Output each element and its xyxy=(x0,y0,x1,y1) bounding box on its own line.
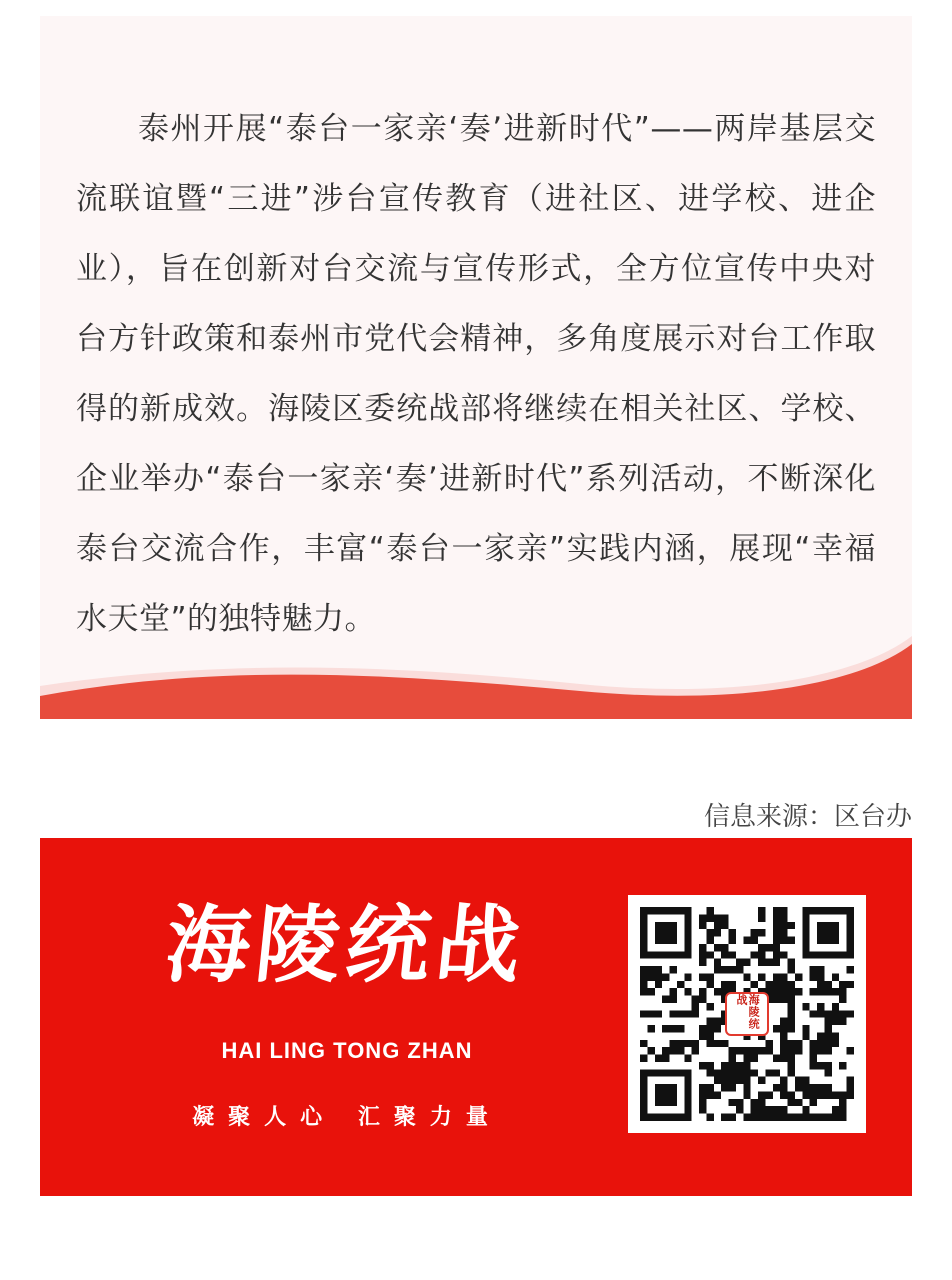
qr-logo-text: 海陵统战 xyxy=(735,994,761,1030)
brand-title: 海陵统战 xyxy=(161,895,532,994)
article-card xyxy=(40,16,912,719)
qr-code[interactable] xyxy=(628,895,866,1133)
brand-pinyin: HAI LING TONG ZHAN xyxy=(221,1038,473,1063)
footer-banner xyxy=(40,838,912,1196)
article-paragraph: 泰州开展“泰台一家亲‘奏’进新时代”——两岸基层交流联谊暨“三进”涉台宣传教育（进社区、进学校、进企业），旨在创新对台交流与宣传形式，全方位宣传中央对台方针政策和泰州市党代会精神，多角度展示对台工作取得的新成效。海陵区委统战部将继续在相关社区、学校、企业举办“泰台一家亲‘奏’进新时代”系列活动，不断深化泰台交流合作，丰富“泰台一家亲”实践内涵，展现“幸福水天堂”的独特魅力。 xyxy=(76,111,876,637)
source-line: 信息来源：区台办 xyxy=(703,802,912,832)
qr-logo xyxy=(725,992,769,1036)
brand-slogan: 凝聚人心 汇聚力量 xyxy=(192,1105,502,1130)
